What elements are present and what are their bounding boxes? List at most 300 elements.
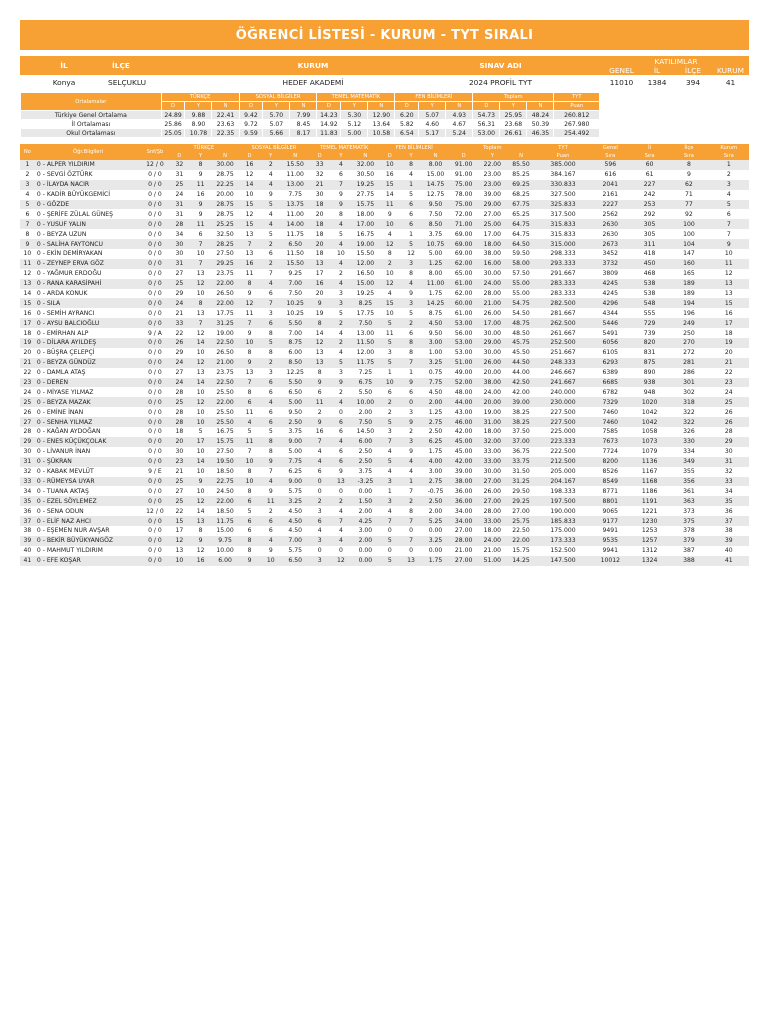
table-cell: 14.00	[281, 219, 309, 229]
averages-value: 22.35	[212, 129, 239, 138]
averages-value: 5.70	[263, 111, 290, 120]
table-cell: 33.00	[478, 457, 507, 467]
table-row	[20, 516, 749, 526]
row-number: 8	[20, 229, 35, 239]
table-cell: 11	[239, 269, 260, 279]
table-sub-col: N	[363, 153, 368, 159]
table-cell: 8	[400, 269, 421, 279]
table-cell: 18.00	[478, 239, 507, 249]
table-cell: 13	[309, 358, 330, 368]
table-cell: 15	[239, 219, 260, 229]
student-name: 0 - BEYZA GÜNDÜZ	[35, 358, 141, 368]
table-cell: 7585	[591, 427, 630, 437]
table-cell: 8	[190, 298, 211, 308]
averages-value: 5.66	[263, 129, 290, 138]
table-group-8: İlçe	[684, 145, 694, 151]
table-cell: 9535	[591, 536, 630, 546]
table-row	[20, 477, 749, 487]
table-cell: 36.75	[507, 447, 536, 457]
table-row	[20, 506, 749, 516]
table-cell: 10	[190, 486, 211, 496]
table-cell: 1042	[630, 407, 669, 417]
table-cell: 5.00	[281, 397, 309, 407]
table-cell: 11	[709, 259, 749, 269]
table-cell: 6	[239, 516, 260, 526]
table-cell: 31.25	[507, 477, 536, 487]
table-cell: 22.50	[507, 526, 536, 536]
table-cell: 57.50	[507, 269, 536, 279]
table-cell: 22.00	[211, 298, 239, 308]
table-cell: 8200	[591, 457, 630, 467]
student-name: 0 - EŞEMEN NUR AVŞAR	[35, 526, 141, 536]
table-cell: 28.25	[211, 239, 239, 249]
averages-value: 6.54	[395, 129, 419, 138]
table-cell: 729	[630, 318, 669, 328]
table-cell: 5	[379, 338, 400, 348]
table-cell: 17.75	[352, 308, 380, 318]
table-cell: 361	[669, 486, 708, 496]
table-cell: 29.25	[211, 259, 239, 269]
table-cell: 14.50	[352, 427, 380, 437]
table-cell: 24.00	[478, 536, 507, 546]
table-cell: 33.00	[478, 516, 507, 526]
table-cell: 8	[400, 338, 421, 348]
table-cell: 4	[330, 526, 351, 536]
averages-value: 53.00	[473, 129, 500, 138]
row-number: 18	[20, 328, 35, 338]
table-cell: 17.75	[211, 308, 239, 318]
table-cell: 12	[239, 298, 260, 308]
table-cell: 15.75	[507, 546, 536, 556]
table-cell: 28	[169, 417, 190, 427]
table-cell: 283.333	[535, 279, 590, 289]
table-cell: 538	[630, 279, 669, 289]
table-cell: 1257	[630, 536, 669, 546]
table-cell: 8	[239, 348, 260, 358]
table-cell: 3	[309, 536, 330, 546]
table-cell: 5	[330, 358, 351, 368]
table-cell: 6	[260, 516, 281, 526]
table-cell: 7.00	[281, 279, 309, 289]
student-name: 0 - SENA ODUN	[35, 506, 141, 516]
table-cell: 9	[190, 477, 211, 487]
table-cell: 17	[190, 437, 211, 447]
table-cell: 7	[190, 318, 211, 328]
table-cell: 13	[709, 289, 749, 299]
table-cell: 6.50	[281, 556, 309, 566]
table-cell: 9.50	[281, 407, 309, 417]
table-cell: 30.50	[352, 170, 380, 180]
table-cell: 0	[330, 486, 351, 496]
table-cell: 29.50	[507, 486, 536, 496]
table-cell: 38.00	[478, 249, 507, 259]
table-cell: 8	[330, 209, 351, 219]
table-cell: 2	[260, 259, 281, 269]
table-cell: 72.00	[449, 209, 478, 219]
table-cell: 24	[709, 387, 749, 397]
table-cell: 190.000	[535, 506, 590, 516]
table-cell: 15.50	[281, 259, 309, 269]
table-cell: 2.00	[352, 536, 380, 546]
table-cell: 10012	[591, 556, 630, 566]
table-cell: 0	[309, 477, 330, 487]
katilimlar-header: KATILIMLAR	[603, 56, 749, 66]
table-cell: 938	[630, 378, 669, 388]
table-cell: 18	[709, 328, 749, 338]
class-section: 0 / 0	[141, 298, 169, 308]
table-cell: 2	[309, 407, 330, 417]
table-sub-col: N	[223, 153, 228, 159]
table-cell: 4	[309, 526, 330, 536]
table-cell: 4	[330, 348, 351, 358]
table-cell: 64.75	[507, 219, 536, 229]
table-cell: 3	[260, 308, 281, 318]
table-cell: 9	[309, 378, 330, 388]
kurum-header: KURUM	[228, 56, 398, 75]
table-sub-col: Y	[409, 153, 413, 159]
table-cell: 5	[260, 427, 281, 437]
table-sub-col: N	[293, 153, 298, 159]
table-cell: 10.75	[422, 239, 450, 249]
table-cell: 60.00	[449, 298, 478, 308]
table-cell: 6	[400, 219, 421, 229]
table-cell: 24	[169, 298, 190, 308]
table-cell: 6	[330, 457, 351, 467]
table-cell: 10	[190, 447, 211, 457]
table-cell: 6.50	[281, 387, 309, 397]
table-cell: 25.75	[507, 516, 536, 526]
table-cell: 4	[330, 536, 351, 546]
table-cell: 12	[190, 328, 211, 338]
table-group-5: TYT	[558, 145, 568, 151]
table-cell: 5	[260, 229, 281, 239]
table-cell: 6	[239, 496, 260, 506]
table-row	[20, 289, 749, 299]
table-cell: 1.75	[422, 289, 450, 299]
table-cell: 20	[309, 209, 330, 219]
table-cell: 2227	[591, 200, 630, 210]
table-cell: 29	[169, 289, 190, 299]
row-number: 32	[20, 467, 35, 477]
averages-value: 5.24	[446, 129, 473, 138]
table-cell: 13	[190, 269, 211, 279]
table-cell: 315.833	[535, 219, 590, 229]
class-section: 0 / 0	[141, 358, 169, 368]
class-section: 0 / 0	[141, 229, 169, 239]
table-cell: 5	[379, 358, 400, 368]
table-cell: 6	[190, 229, 211, 239]
table-cell: 78.00	[449, 190, 478, 200]
class-section: 0 / 0	[141, 546, 169, 556]
table-cell: 6105	[591, 348, 630, 358]
table-cell: 22	[169, 328, 190, 338]
table-cell: 7	[260, 467, 281, 477]
student-name: 0 - MİYASE YILMAZ	[35, 387, 141, 397]
table-cell: 4	[330, 328, 351, 338]
table-cell: 24	[169, 358, 190, 368]
table-row	[20, 269, 749, 279]
table-cell: 9.00	[281, 437, 309, 447]
katilim-col-kurum: KURUM	[712, 66, 749, 75]
table-cell: 3	[379, 477, 400, 487]
table-cell: 270	[669, 338, 708, 348]
table-cell: 11.00	[281, 170, 309, 180]
averages-row-label: Türkiye Genel Ortalama	[21, 111, 162, 120]
table-cell: 30	[169, 239, 190, 249]
averages-value: 4.93	[446, 111, 473, 120]
table-cell: 7	[400, 358, 421, 368]
table-cell: 36.00	[449, 496, 478, 506]
table-cell: 2	[330, 496, 351, 506]
table-cell: 23.75	[211, 368, 239, 378]
table-cell: 5.50	[281, 318, 309, 328]
table-cell: 3.25	[422, 536, 450, 546]
table-cell: 15.75	[211, 437, 239, 447]
table-cell: 45.00	[449, 437, 478, 447]
student-name: 0 - SEMİH AYRANCI	[35, 308, 141, 318]
table-cell: 25	[169, 477, 190, 487]
table-row	[20, 318, 749, 328]
table-cell: 5	[379, 318, 400, 328]
table-row	[20, 190, 749, 200]
table-cell: 225.000	[535, 427, 590, 437]
table-cell: 3.00	[422, 338, 450, 348]
table-sub-col: Y	[199, 153, 203, 159]
table-cell: 5491	[591, 328, 630, 338]
table-cell: 5	[379, 417, 400, 427]
table-cell: 3.00	[352, 526, 380, 536]
table-cell: 37.50	[507, 427, 536, 437]
row-number: 12	[20, 269, 35, 279]
table-cell: 349	[669, 457, 708, 467]
table-cell: 25	[169, 279, 190, 289]
table-cell: 9.00	[281, 477, 309, 487]
table-cell: 24.50	[211, 486, 239, 496]
averages-group-4: Toplam	[473, 93, 554, 102]
table-cell: 4	[379, 506, 400, 516]
table-row	[20, 279, 749, 289]
table-cell: 30.00	[478, 348, 507, 358]
averages-value: 23.68	[500, 120, 527, 129]
table-cell: 5	[709, 200, 749, 210]
table-cell: 5	[400, 308, 421, 318]
table-cell: 11	[379, 328, 400, 338]
class-section: 0 / 0	[141, 496, 169, 506]
table-cell: 30	[169, 447, 190, 457]
table-cell: 75.00	[449, 200, 478, 210]
table-row	[20, 239, 749, 249]
table-cell: 33.00	[478, 447, 507, 457]
table-row	[20, 437, 749, 447]
table-cell: 8	[260, 328, 281, 338]
no-header: No	[23, 149, 31, 155]
table-cell: 7	[709, 219, 749, 229]
table-cell: 315.000	[535, 239, 590, 249]
student-name: 0 - DİLARA AYILDEŞ	[35, 338, 141, 348]
table-cell: 4.50	[422, 318, 450, 328]
row-number: 35	[20, 496, 35, 506]
table-cell: 25	[709, 397, 749, 407]
table-cell: 4	[260, 180, 281, 190]
table-cell: 0.75	[422, 368, 450, 378]
table-row	[20, 447, 749, 457]
table-cell: 0	[400, 397, 421, 407]
table-cell: 3	[400, 298, 421, 308]
table-cell: 2.50	[422, 496, 450, 506]
table-cell: 54.75	[507, 298, 536, 308]
table-cell: 7.00	[281, 536, 309, 546]
table-row	[20, 457, 749, 467]
table-cell: 1221	[630, 506, 669, 516]
table-cell: 7.75	[281, 457, 309, 467]
table-cell: 9.50	[422, 328, 450, 338]
table-cell: 62	[669, 180, 708, 190]
table-cell: 4245	[591, 279, 630, 289]
table-cell: 281.667	[535, 308, 590, 318]
table-cell: 15	[379, 180, 400, 190]
table-cell: 4	[330, 437, 351, 447]
table-cell: 9	[669, 170, 708, 180]
table-group-3: FEN BİLİMLERİ	[395, 145, 433, 151]
table-cell: 29.00	[478, 338, 507, 348]
table-cell: 6	[330, 447, 351, 457]
table-cell: 13	[190, 308, 211, 318]
student-name: 0 - LİVANUR İNAN	[35, 447, 141, 457]
table-cell: 25.00	[478, 219, 507, 229]
table-cell: 11	[239, 308, 260, 318]
table-cell: 2	[330, 338, 351, 348]
table-cell: 8	[190, 526, 211, 536]
table-cell: 1079	[630, 447, 669, 457]
table-cell: 248.333	[535, 358, 590, 368]
table-cell: 13	[239, 368, 260, 378]
table-sub-col: Y	[269, 153, 273, 159]
table-cell: 12	[190, 358, 211, 368]
table-cell: 16	[709, 308, 749, 318]
table-cell: 253	[630, 200, 669, 210]
table-row	[20, 486, 749, 496]
table-cell: 0	[400, 526, 421, 536]
table-cell: 4344	[591, 308, 630, 318]
table-cell: 91.00	[449, 160, 478, 170]
student-name: 0 - GÖZDE	[35, 200, 141, 210]
sinav-value: 2024 PROFİL TYT	[468, 77, 532, 87]
student-name: 0 - SEVGİ ÖZTÜRK	[35, 170, 141, 180]
table-cell: 85.25	[507, 170, 536, 180]
table-cell: 10	[190, 407, 211, 417]
table-cell: 1	[400, 180, 421, 190]
table-cell: 7.00	[281, 328, 309, 338]
averages-value: 24.89	[161, 111, 185, 120]
averages-label: Ortalamalar	[21, 93, 162, 111]
table-row	[20, 160, 749, 170]
table-cell: 548	[630, 298, 669, 308]
class-section: 0 / 0	[141, 457, 169, 467]
student-name: 0 - SALİHA FAYTONCU	[35, 239, 141, 249]
table-cell: 13	[169, 546, 190, 556]
table-group-7: İl	[648, 145, 652, 151]
table-row	[20, 407, 749, 417]
student-name: 0 - EMİRHAN ALP	[35, 328, 141, 338]
table-cell: 10	[379, 308, 400, 318]
table-cell: 15	[239, 200, 260, 210]
table-cell: 8	[260, 348, 281, 358]
class-section: 0 / 0	[141, 219, 169, 229]
table-cell: 23	[709, 378, 749, 388]
table-row	[20, 387, 749, 397]
table-cell: 8801	[591, 496, 630, 506]
table-cell: 5.75	[281, 546, 309, 556]
table-cell: 29.25	[507, 496, 536, 506]
table-cell: 15	[169, 516, 190, 526]
table-cell: 12.25	[281, 368, 309, 378]
table-cell: 8	[400, 348, 421, 358]
table-cell: 4	[379, 289, 400, 299]
row-number: 4	[20, 190, 35, 200]
table-cell: 3	[400, 437, 421, 447]
table-cell: 16	[190, 556, 211, 566]
table-cell: 20	[169, 437, 190, 447]
table-cell: 27.00	[478, 496, 507, 506]
table-cell: 17.00	[478, 318, 507, 328]
table-cell: 20.00	[478, 368, 507, 378]
table-cell: 4	[379, 467, 400, 477]
table-cell: 11.75	[211, 516, 239, 526]
table-cell: 5	[260, 200, 281, 210]
table-cell: 75.00	[449, 180, 478, 190]
table-cell: 31	[709, 457, 749, 467]
table-cell: 21	[169, 467, 190, 477]
table-cell: 7	[400, 486, 421, 496]
averages-value: 48.24	[527, 111, 554, 120]
row-number: 36	[20, 506, 35, 516]
table-cell: 4.00	[422, 457, 450, 467]
table-cell: 6	[260, 378, 281, 388]
table-cell: 65.00	[449, 269, 478, 279]
table-cell: 11	[260, 496, 281, 506]
table-cell: 2630	[591, 229, 630, 239]
table-cell: 152.500	[535, 546, 590, 556]
table-cell: 51.00	[478, 556, 507, 566]
table-cell: 7	[260, 298, 281, 308]
table-cell: 9	[239, 556, 260, 566]
table-cell: 0	[330, 407, 351, 417]
averages-sub-col: Y	[341, 102, 368, 111]
table-cell: 12	[239, 209, 260, 219]
table-cell: 14.25	[507, 556, 536, 566]
table-cell: 7	[239, 239, 260, 249]
table-cell: 16.50	[352, 269, 380, 279]
table-cell: 21	[169, 308, 190, 318]
class-section: 0 / 0	[141, 190, 169, 200]
table-cell: 223.333	[535, 437, 590, 447]
table-cell: 25.50	[211, 387, 239, 397]
table-cell: 16	[309, 427, 330, 437]
table-cell: 322	[669, 407, 708, 417]
averages-row	[21, 120, 600, 129]
table-cell: 27	[169, 368, 190, 378]
table-cell: 8.75	[422, 308, 450, 318]
table-cell: 2041	[591, 180, 630, 190]
table-cell: 6.25	[422, 437, 450, 447]
table-cell: 311	[630, 239, 669, 249]
table-cell: 25.25	[211, 219, 239, 229]
table-cell: 378	[669, 526, 708, 536]
table-cell: 7.50	[352, 417, 380, 427]
table-cell: 7.50	[281, 289, 309, 299]
averages-sub-col: Y	[185, 102, 212, 111]
table-cell: 3	[379, 496, 400, 506]
